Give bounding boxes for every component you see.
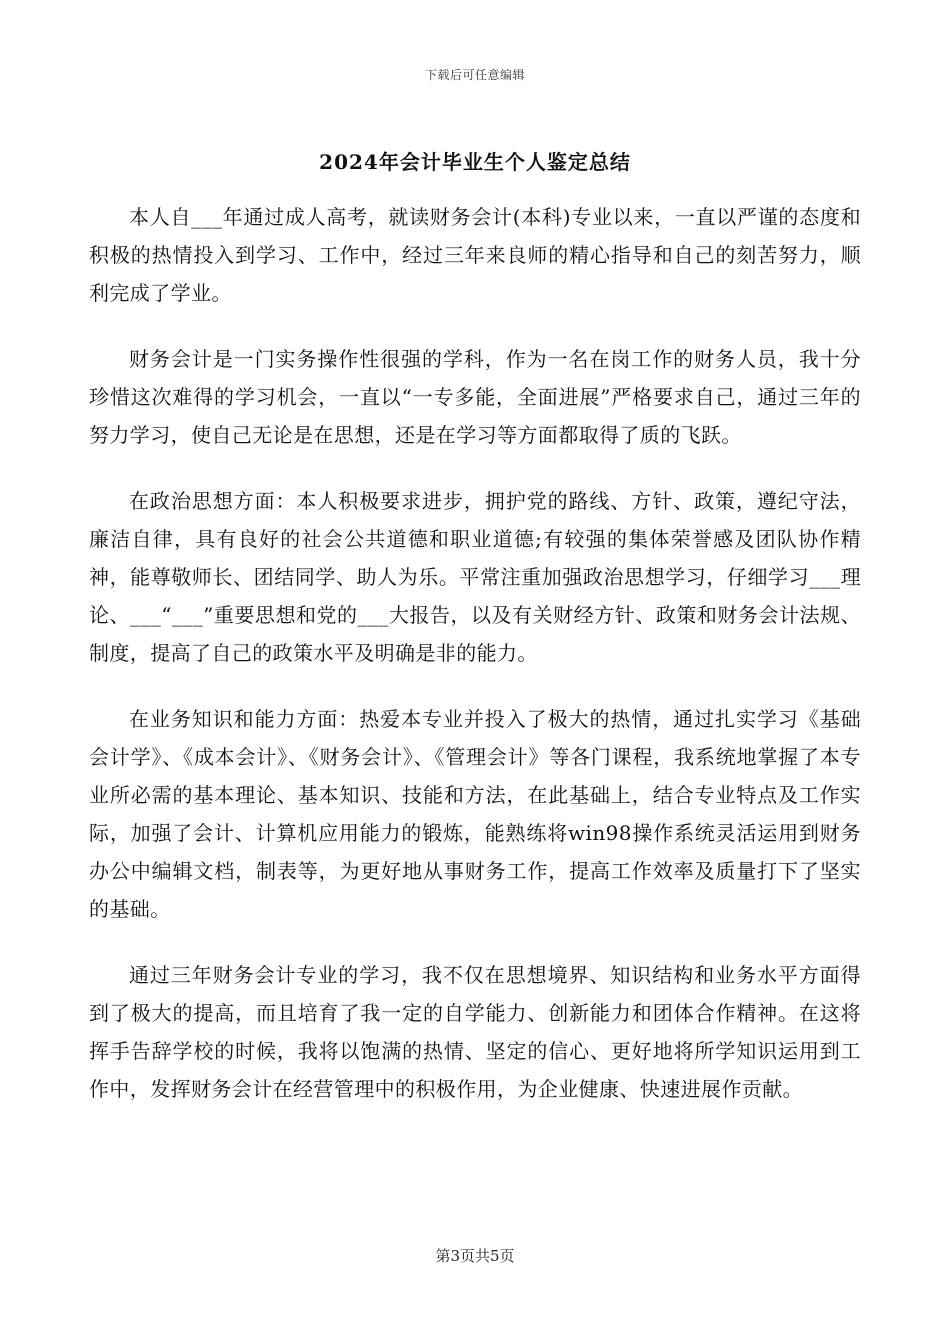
paragraph-political: 在政治思想方面：本人积极要求进步，拥护党的路线、方针、政策，遵纪守法，廉洁自律，具有良好的社会公共道德和职业道德;有较强的集体荣誉感及团队协作精神，能尊敬师长、团结同学、助人为乐。平常注重加强政治思想学习，仔细学习___理论、___“___”重要思想和党的___大报告，以及有关财经方针、政策和财务会计法规、制度，提高了自己的政策水平及明确是非的能力。 <box>89 489 861 665</box>
paragraph-subject: 财务会计是一门实务操作性很强的学科，作为一名在岗工作的财务人员，我十分珍惜这次难得的学习机会，一直以“一专多能，全面进展”严格要求自己，通过三年的努力学习，使自己无论是在思想，还是在学习等方面都取得了质的飞跃。 <box>89 347 861 447</box>
document-body <box>89 198 861 1136</box>
paragraph-professional: 在业务知识和能力方面：热爱本专业并投入了极大的热情，通过扎实学习《基础会计学》、《成本会计》、《财务会计》、《管理会计》等各门课程，我系统地掌握了本专业所必需的基本理论、基本知识、技能和方法，在此基础上，结合专业特点及工作实际，加强了会计、计算机应用能力的锻炼，能熟练将win98操作系统灵活运用到财务办公中编辑文档，制表等，为更好地从事财务工作，提高工作效率及质量打下了坚实的基础。 <box>89 707 861 921</box>
paragraph-conclusion: 通过三年财务会计专业的学习，我不仅在思想境界、知识结构和业务水平方面得到了极大的提高，而且培育了我一定的自学能力、创新能力和团体合作精神。在这将挥手告辞学校的时候，我将以饱满的热情、坚定的信心、更好地将所学知识运用到工作中，发挥财务会计在经营管理中的积极作用，为企业健康、快速进展作贡献。 <box>89 963 861 1101</box>
document-title: 2024年会计毕业生个人鉴定总结 <box>319 150 631 174</box>
page-number: 第3页共5页 <box>435 1247 515 1265</box>
paragraph-intro: 本人自___年通过成人高考，就读财务会计(本科)专业以来，一直以严谨的态度和积极的热情投入到学习、工作中，经过三年来良师的精心指导和自己的刻苦努力，顺利完成了学业。 <box>89 205 861 305</box>
header-note: 下载后可任意编辑 <box>424 68 525 82</box>
